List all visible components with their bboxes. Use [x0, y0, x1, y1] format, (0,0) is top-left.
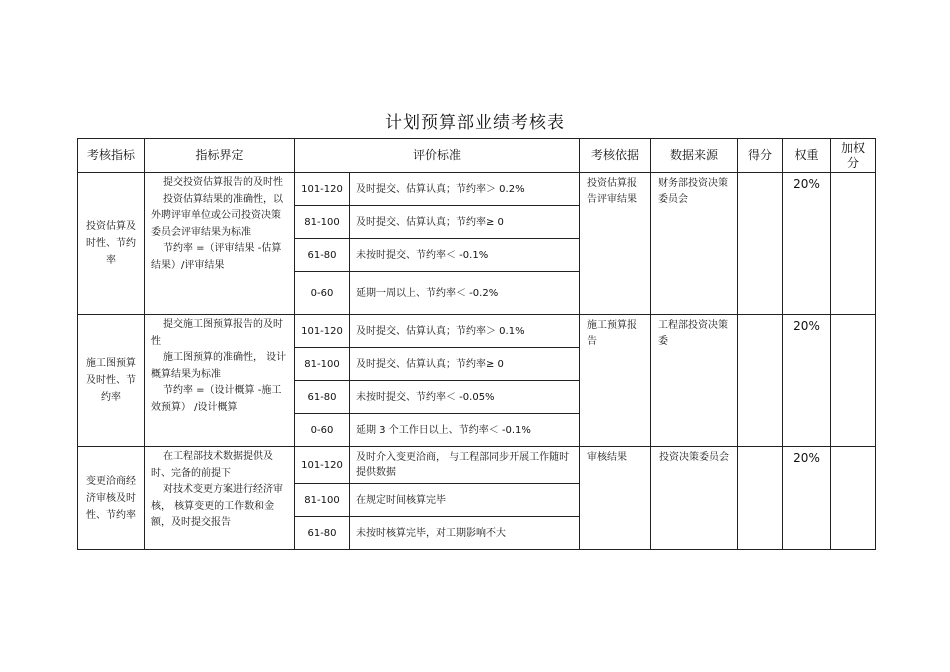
definition-cell — [145, 173, 295, 315]
header-row — [78, 139, 876, 173]
header-weighted: 加权分 — [831, 139, 876, 173]
weight-cell: 20% — [783, 173, 831, 315]
header-weight: 权重 — [783, 139, 831, 173]
header-source: 数据来源 — [651, 139, 738, 173]
criteria-score: 61-80 — [295, 239, 350, 272]
basis-cell: 审核结果 — [580, 447, 651, 550]
criteria-text: 在规定时间核算完毕 — [350, 484, 580, 517]
definition-cell — [145, 315, 295, 447]
definition-line: 提交投资估算报告的及时性 — [163, 177, 283, 188]
table-row — [78, 447, 876, 484]
criteria-text: 及时提交、估算认真；节约率＞ 0.2% — [350, 173, 580, 206]
criteria-score: 101-120 — [295, 173, 350, 206]
score-cell — [738, 315, 783, 447]
basis-cell: 投资估算报告评审结果 — [580, 173, 651, 315]
definition-cell — [145, 447, 295, 550]
weight-cell: 20% — [783, 315, 831, 447]
criteria-score: 81-100 — [295, 348, 350, 381]
criteria-score: 81-100 — [295, 206, 350, 239]
criteria-text: 未按时提交、节约率＜ -0.1% — [350, 239, 580, 272]
weighted-cell — [831, 447, 876, 550]
criteria-score: 81-100 — [295, 484, 350, 517]
criteria-score: 61-80 — [295, 517, 350, 550]
weighted-cell — [831, 173, 876, 315]
criteria-text: 延期 3 个工作日以上、节约率＜ -0.1% — [350, 414, 580, 447]
table-row — [78, 173, 876, 206]
header-criteria: 评价标准 — [295, 139, 580, 173]
source-cell: 财务部投资决策委员会 — [651, 173, 738, 315]
basis-cell: 施工预算报告 — [580, 315, 651, 447]
criteria-text: 及时提交、估算认真；节约率≥ 0 — [350, 348, 580, 381]
header-definition: 指标界定 — [145, 139, 295, 173]
header-basis: 考核依据 — [580, 139, 651, 173]
criteria-text: 及时介入变更洽商， 与工程部同步开展工作随时提供数据 — [350, 447, 580, 484]
weight-cell: 20% — [783, 447, 831, 550]
score-cell — [738, 173, 783, 315]
criteria-score: 101-120 — [295, 315, 350, 348]
weighted-cell — [831, 315, 876, 447]
assessment-table — [77, 138, 876, 550]
table-row — [78, 315, 876, 348]
criteria-text: 未按时提交、节约率＜ -0.05% — [350, 381, 580, 414]
indicator-cell: 施工图预算及时性、节约率 — [78, 315, 145, 447]
source-cell: 投资决策委员会 — [651, 447, 738, 550]
definition-line: 节约率 =（设计概算 -施工效预算） /设计概算 — [151, 385, 282, 413]
criteria-score: 0-60 — [295, 414, 350, 447]
definition-line: 对技术变更方案进行经济审核， 核算变更的工作数和金额，及时提交报告 — [151, 484, 283, 528]
criteria-text: 及时提交、估算认真；节约率＞ 0.1% — [350, 315, 580, 348]
criteria-text: 未按时核算完毕，对工期影响不大 — [350, 517, 580, 550]
indicator-cell: 变更洽商经济审核及时性、节约率 — [78, 447, 145, 550]
page-title: 计划预算部业绩考核表 — [385, 113, 565, 133]
definition-line: 投资估算结果的准确性，以外聘评审单位或公司投资决策委员会评审结果为标准 — [151, 193, 283, 238]
criteria-text: 延期一周以上、节约率＜ -0.2% — [350, 272, 580, 315]
definition-line: 节约率 =（评审结果 -估算结果）/评审结果 — [151, 243, 282, 271]
score-cell — [738, 447, 783, 550]
criteria-score: 0-60 — [295, 272, 350, 315]
definition-line: 在工程部技术数据提供及时、完备的前提下 — [151, 451, 273, 479]
criteria-text: 及时提交、估算认真；节约率≥ 0 — [350, 206, 580, 239]
criteria-score: 61-80 — [295, 381, 350, 414]
source-cell: 工程部投资决策委 — [651, 315, 738, 447]
indicator-cell: 投资估算及时性、节约率 — [78, 173, 145, 315]
criteria-score: 101-120 — [295, 447, 350, 484]
definition-line: 提交施工图预算报告的及时性 — [151, 319, 283, 347]
header-indicator: 考核指标 — [78, 139, 145, 173]
definition-line: 施工图预算的准确性， 设计概算结果为标准 — [151, 352, 287, 380]
header-score: 得分 — [738, 139, 783, 173]
